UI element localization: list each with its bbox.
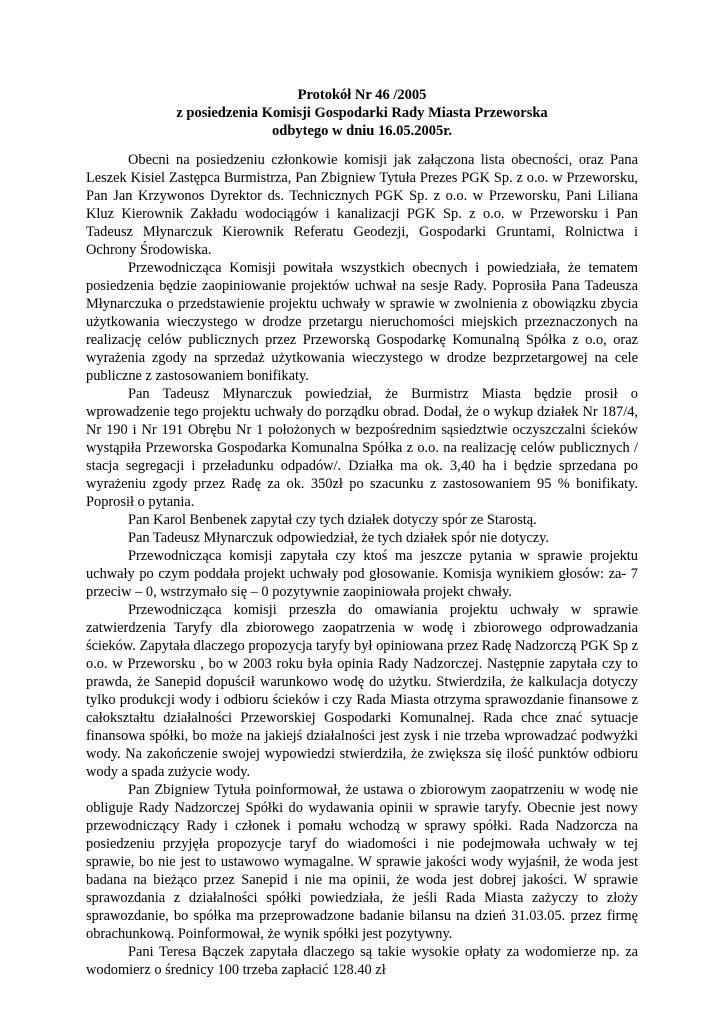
title-line-1: Protokół Nr 46 /2005	[297, 87, 427, 103]
paragraph-benbenek-question: Pan Karol Benbenek zapytał czy tych działek dotyczy spór ze Starostą.	[128, 512, 537, 528]
paragraph-vote: Przewodnicząca komisji zapytała czy ktoś ma jeszcze pytania w sprawie projektu uchwały po czym poddała projekt uchwały pod głosowanie. Komisja wynikiem głosów: za- 7 przeciw – 0, wstrzymało się – 0 pozytywnie zaopiniowała projekt chwały.	[86, 548, 638, 600]
title-line-3: odbytego w dniu 16.05.2005r.	[272, 123, 452, 139]
paragraph-mlynarczuk-answer: Pan Tadeusz Młynarczuk odpowiedział, że tych działek spór nie dotyczy.	[128, 530, 549, 546]
paragraph-agenda: Przewodnicząca Komisji powitała wszystkich obecnych i powiedziała, że tematem posiedzenia będzie zaopiniowanie projektów uchwał na sesje Rady. Poprosiła Pana Tadeusza Młynarczuka o przedstawienie projektu uchwały w sprawie w zwolnienia z obowiązku zbycia użytkowania wieczystego w drodze przetargu nieruchomości miejskich przeznaczonych na realizację celów publicznych przez Przeworską Gospodarkę Komunalną Spółka z o.o, oraz wyrażenia zgody na sprzedaż użytkowania wieczystego w drodze bezprzetargowej na cele publiczne z zastosowaniem bonifikaty.	[86, 260, 638, 384]
title-line-2: z posiedzenia Komisji Gospodarki Rady Miasta Przeworska	[176, 105, 548, 121]
paragraph-tytula-response: Pan Zbigniew Tytuła poinformował, że ustawa o zbiorowym zaopatrzeniu w wodę nie obliguje Rady Nadzorczej Spółki do wydawania opinii w sprawie taryfy. Obecnie jest nowy przewodniczący Rady i członek i pomału wchodzą w sprawy spółki. Rada Nadzorcza na posiedzeniu przyjęła propozycje taryf do wiadomości i nie podejmowała uchwały w tej sprawie, bo nie jest to ustawowo wymagalne. W sprawie jakości wody wyjaśnił, że woda jest badana na bieżąco przez Sanepid i nie ma opinii, że woda jest dobrej jakości. W sprawie sprawozdania z działalności spółki powiedziała, że jeśli Rada Miasta zażyczy to złoży sprawozdanie, bo spółka ma przeprowadzone badanie bilansu na dzień 31.03.05. przez firmę obrachunkową. Poinformował, że wynik spółki jest pozytywny.	[86, 782, 638, 942]
paragraph-mlynarczuk-presentation: Pan Tadeusz Młynarczuk powiedział, że Burmistrz Miasta będzie prosił o wprowadzenie tego projektu uchwały do porządku obrad. Dodał, że o wykup działek Nr 187/4, Nr 190 i Nr 191 Obrębu Nr 1 położonych w bezpośrednim sąsiedztwie oczyszczalni ścieków wystąpiła Przeworska Gospodarka Komunalna Spółka z o.o. na realizację celów publicznych / stacja segregacji i przeładunku odpadów/. Działka ma ok. 3,40 ha i będzie sprzedana po wyrażeniu zgody przez Radę za ok. 350zł po szacunku z zastosowaniem 95 % bonifikaty. Poprosił o pytania.	[86, 386, 638, 510]
paragraph-baczek-question: Pani Teresa Bączek zapytała dlaczego są takie wysokie opłaty za wodomierze np. za wodomierz o średnicy 100 trzeba zapłacić 128.40 zł	[86, 944, 638, 978]
paragraph-tariff-discussion: Przewodnicząca komisji przeszła do omawiania projektu uchwały w sprawie zatwierdzenia Taryfy dla zbiorowego zaopatrzenia w wodę i zbiorowego odprowadzania ścieków. Zapytała dlaczego propozycja taryfy był opiniowana przez Radę Nadzorczą PGK Sp z o.o. w Przeworsku , bo w 2003 roku była opinia Rady Nadzorczej. Następnie zapytała czy to prawda, że Sanepid dopuścił warunkowo wodę do użytku. Stwierdziła, że kalkulacja dotyczy tylko produkcji wody i odbioru ścieków i czy Rada Miasta otrzyma sprawozdanie finansowe z całokształtu działalności Przeworskiej Gospodarki Komunalnej. Rada chce znać sytuacje finansowa spółki, bo może na jakiejś działalności jest zysk i nie trzeba wprowadzać podwyżki wody. Na zakończenie swojej wypowiedzi stwierdziła, że zwiększa się ilość punktów odbioru wody a spada zużycie wody.	[86, 602, 638, 780]
document-body	[86, 151, 638, 979]
document-header	[86, 86, 638, 140]
paragraph-attendance: Obecni na posiedzeniu członkowie komisji jak załączona lista obecności, oraz Pana Leszek Kisiel Zastępca Burmistrza, Pan Zbigniew Tytuła Prezes PGK Sp. z o.o. w Przeworsku, Pan Jan Krzywonos Dyrektor ds. Technicznych PGK Sp. z o.o. w Przeworsku, Pani Liliana Kluz Kierownik Zakładu wodociągów i kanalizacji PGK Sp. z o.o. w Przeworsku i Pan Tadeusz Młynarczuk Kierownik Referatu Geodezji, Gospodarki Gruntami, Rolnictwa i Ochrony Środowiska.	[86, 152, 638, 258]
